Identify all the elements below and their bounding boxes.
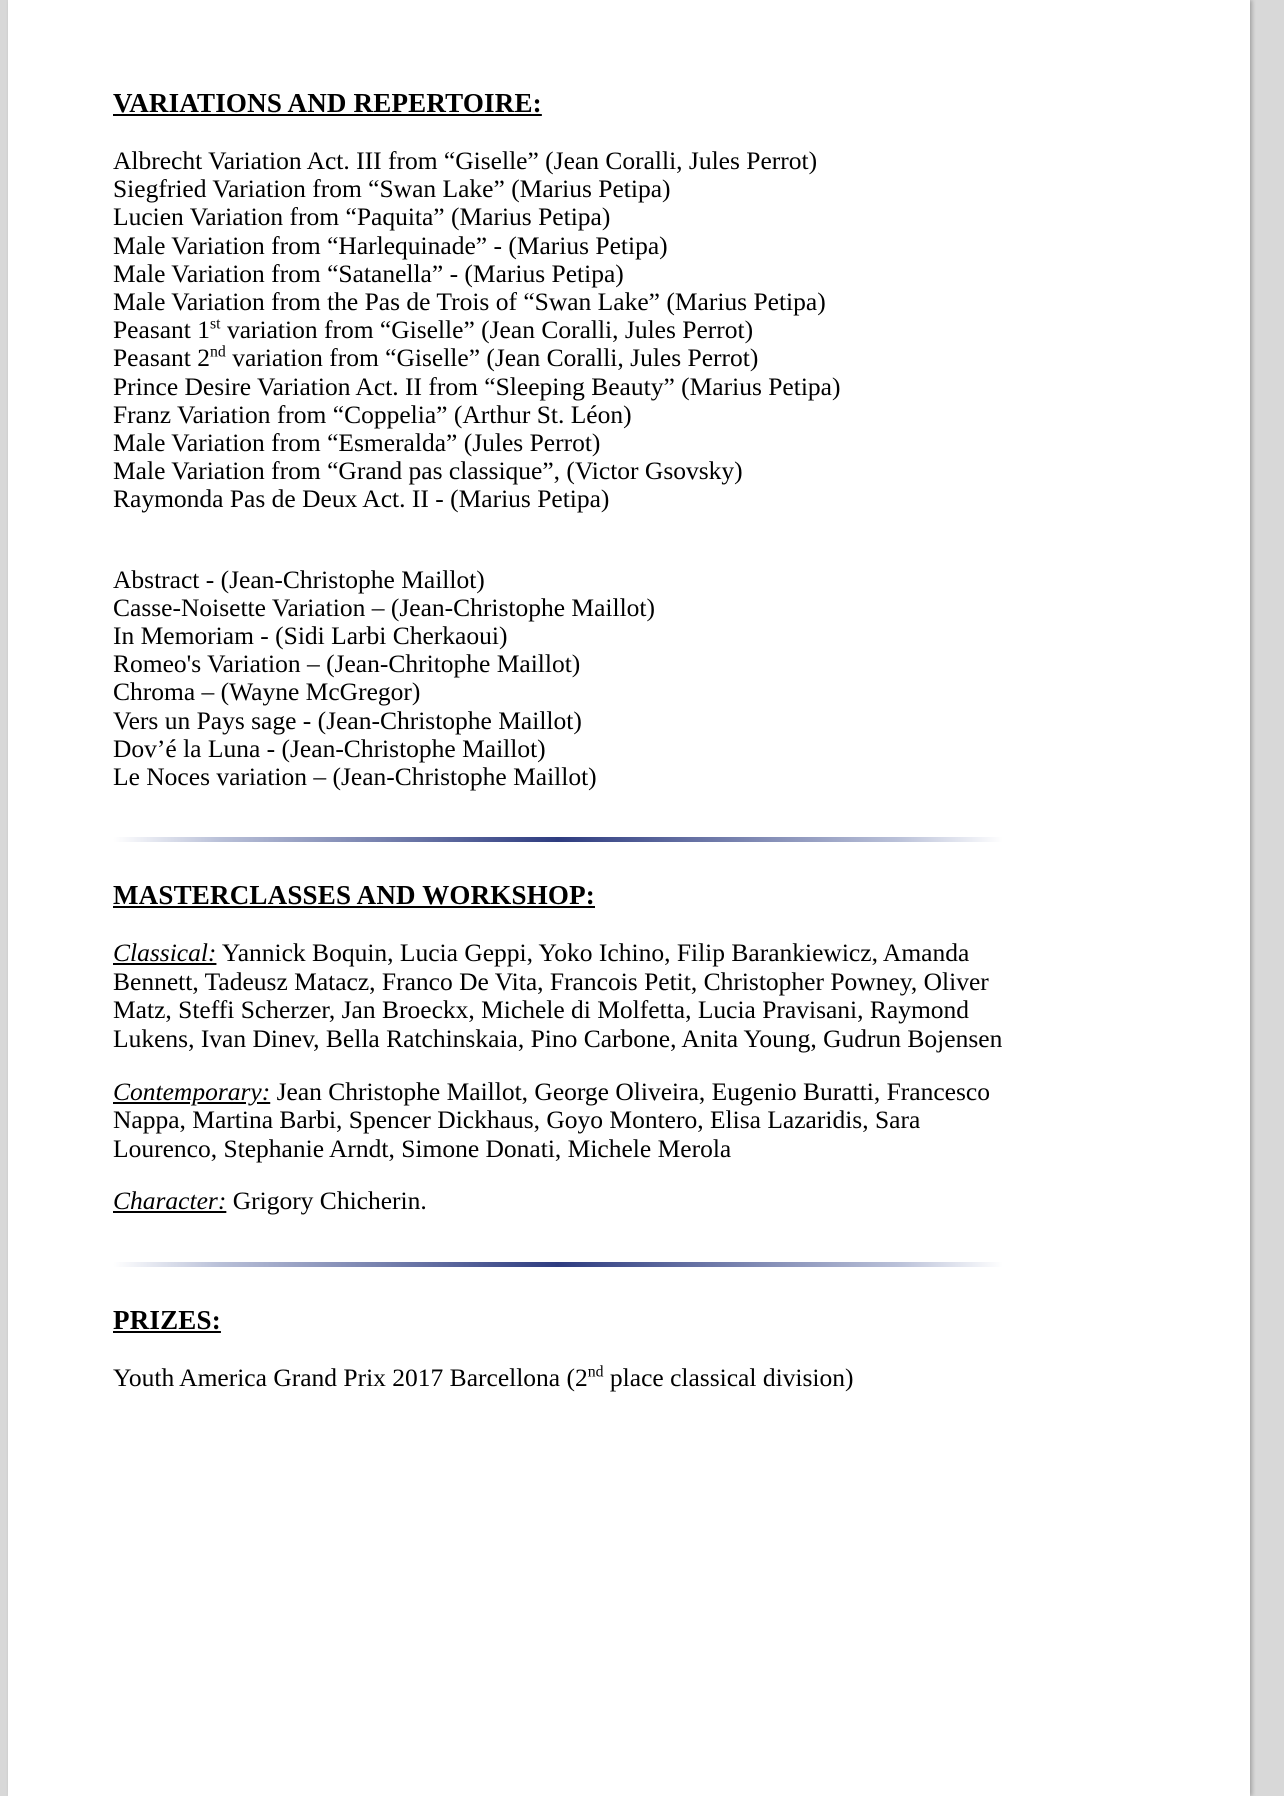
classical-text: Yannick Boquin, Lucia Geppi, Yoko Ichino, Filip Barankiewicz, Amanda Bennett, Tadeusz Matacz, Franco De Vita, Francois Petit, Christopher Powney, Oliver Matz, Steffi Scherzer, Jan Broeckx, Michele di Molfetta, Lucia Pravisani, Raymond Lukens, Ivan Dinev, Bella Ratchinskaia, Pino Carbone, Anita Young, Gudrun Bojensen — [113, 938, 1003, 1054]
list-item: Dov’é la Luna - (Jean-Christophe Maillot) — [113, 733, 546, 763]
peasant-2-pre: Peasant 2 — [113, 343, 211, 373]
list-item: Male Variation from “Esmeralda” (Jules Perrot) — [113, 428, 601, 458]
list-item: Albrecht Variation Act. III from “Giselle” (Jean Coralli, Jules Perrot) — [113, 146, 818, 175]
document-content — [113, 88, 1113, 1393]
paragraph-contemporary — [113, 1078, 1018, 1164]
paragraph-classical — [113, 939, 1018, 1053]
list-item: Abstract - (Jean-Christophe Maillot) — [113, 564, 485, 594]
peasant-2-post: variation from “Giselle” (Jean Coralli, Jules Perrot) — [225, 343, 759, 373]
list-item-peasant-1 — [113, 316, 1113, 344]
peasant-1-pre: Peasant 1 — [113, 315, 211, 345]
contemporary-label: Contemporary: — [113, 1076, 271, 1106]
prize-pre: Youth America Grand Prix 2017 Barcellona (2 — [113, 1363, 588, 1393]
peasant-1-post: variation from “Giselle” (Jean Coralli, Jules Perrot) — [220, 315, 754, 345]
character-label: Character: — [113, 1186, 227, 1216]
list-item: In Memoriam - (Sidi Larbi Cherkaoui) — [113, 621, 508, 651]
spacer — [113, 119, 1113, 147]
variations-list — [113, 147, 1113, 514]
spacer — [113, 842, 1113, 880]
paragraph-prize — [113, 1364, 1018, 1393]
spacer — [113, 1054, 1113, 1078]
peasant-2-sup: nd — [210, 343, 226, 361]
spacer — [113, 1163, 1113, 1187]
spacer — [113, 911, 1113, 939]
list-item-peasant-2 — [113, 344, 1113, 372]
list-item: Male Variation from “Harlequinade” - (Marius Petipa) — [113, 230, 668, 260]
spacer — [113, 1267, 1113, 1305]
character-text: Grigory Chicherin. — [226, 1186, 427, 1216]
list-item: Casse-Noisette Variation – (Jean-Christophe Maillot) — [113, 592, 655, 622]
list-item: Male Variation from “Satanella” - (Marius Petipa) — [113, 258, 624, 288]
divider-wrap — [113, 791, 1113, 842]
section-title-masterclasses: MASTERCLASSES AND WORKSHOP: — [113, 880, 595, 911]
classical-label: Classical: — [113, 938, 217, 968]
peasant-1-sup: st — [210, 315, 221, 333]
spacer — [113, 514, 1113, 566]
list-item: Franz Variation from “Coppelia” (Arthur St. Léon) — [113, 399, 632, 429]
spacer — [113, 1336, 1113, 1364]
list-item: Prince Desire Variation Act. II from “Sleeping Beauty” (Marius Petipa) — [113, 371, 841, 401]
list-item: Le Noces variation – (Jean-Christophe Maillot) — [113, 762, 597, 792]
divider-wrap — [113, 1216, 1113, 1267]
contemporary-text: Jean Christophe Maillot, George Oliveira, Eugenio Buratti, Francesco Nappa, Martina Barbi, Spencer Dickhaus, Goyo Montero, Elisa Lazaridis, Sara Lourenco, Stephanie Arndt, Simone Donati, Michele Merola — [113, 1076, 990, 1163]
section-title-variations: VARIATIONS AND REPERTOIRE: — [113, 88, 542, 118]
contemporary-repertoire-list — [113, 566, 1113, 792]
document-page — [8, 0, 1250, 1796]
prize-sup: nd — [587, 1363, 604, 1381]
list-item: Lucien Variation from “Paquita” (Marius Petipa) — [113, 202, 611, 232]
list-item: Raymonda Pas de Deux Act. II - (Marius Petipa) — [113, 484, 610, 514]
paragraph-character — [113, 1187, 1018, 1216]
list-item: Male Variation from “Grand pas classique”, (Victor Gsovsky) — [113, 456, 743, 486]
section-title-prizes: PRIZES: — [113, 1305, 221, 1336]
list-item: Male Variation from the Pas de Trois of “Swan Lake” (Marius Petipa) — [113, 287, 826, 317]
prize-post: place classical division) — [603, 1363, 854, 1393]
list-item: Chroma – (Wayne McGregor) — [113, 677, 421, 707]
list-item: Vers un Pays sage - (Jean-Christophe Maillot) — [113, 705, 582, 735]
list-item: Romeo's Variation – (Jean-Chritophe Maillot) — [113, 649, 581, 679]
list-item: Siegfried Variation from “Swan Lake” (Marius Petipa) — [113, 174, 671, 204]
